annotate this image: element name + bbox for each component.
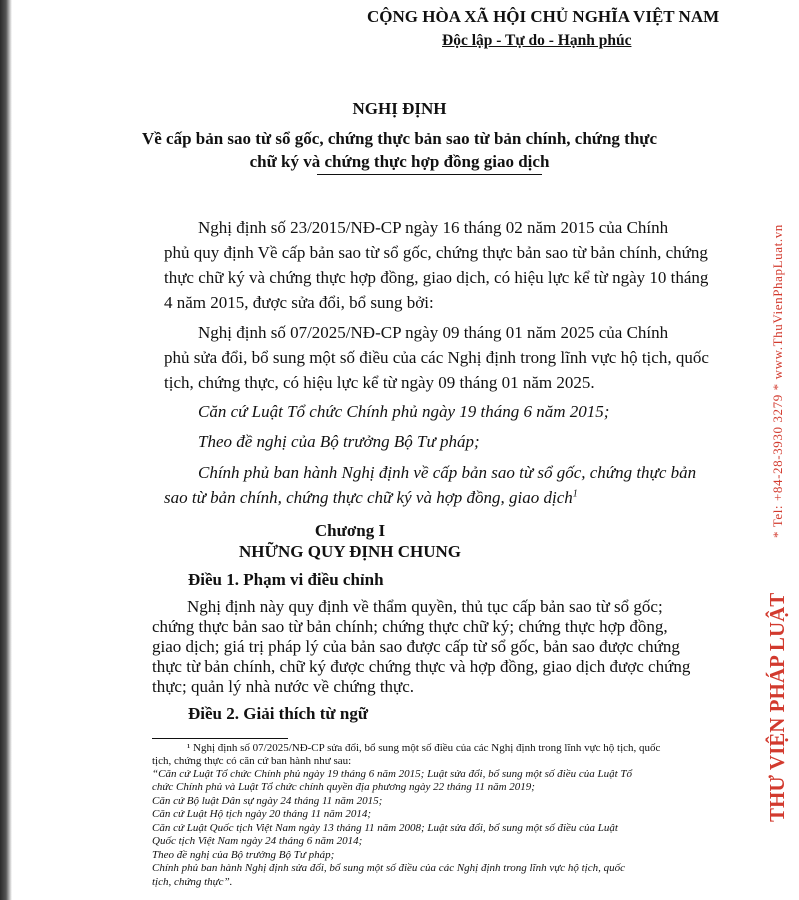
document-subject-line2: chữ ký và chứng thực hợp đồng giao dịch	[249, 152, 550, 171]
footnote-line2: tịch, chứng thực có căn cứ ban hành như sau:	[152, 755, 352, 767]
legal-basis: Căn cứ Luật Tổ chức Chính phủ ngày 19 tháng 6 năm 2015;	[198, 402, 610, 421]
article1-line5: thực; quản lý nhà nước về chứng thực.	[152, 677, 415, 696]
article1-line2: chứng thực bản sao từ bản chính; chứng thực chữ ký; chứng thực hợp đồng,	[152, 617, 668, 636]
preamble-p1-line4: 4 năm 2015, được sửa đổi, bổ sung bởi:	[164, 293, 434, 312]
footnote-line1: ¹ Nghị định số 07/2025/NĐ-CP sửa đổi, bổ sung một số điều của các Nghị định trong lĩnh vực hộ tịch, quốc	[187, 742, 661, 754]
issuance-line2-text: sao từ bản chính, chứng thực chữ ký và hợp đồng, giao dịch	[164, 488, 573, 507]
article2-heading: Điều 2. Giải thích từ ngữ	[188, 704, 369, 723]
document-type: NGHỊ ĐỊNH	[352, 99, 447, 118]
title-rule	[317, 174, 542, 175]
article1-line1: Nghị định này quy định về thẩm quyền, thủ tục cấp bản sao từ sổ gốc;	[187, 597, 663, 616]
preamble-p1-line3: thực chữ ký và chứng thực hợp đồng, giao dịch, có hiệu lực kể từ ngày 10 tháng	[164, 268, 709, 287]
chapter-number: Chương I	[314, 521, 386, 540]
preamble-p2-line2: phủ sửa đổi, bổ sung một số điều của các Nghị định trong lĩnh vực hộ tịch, quốc	[164, 348, 709, 367]
document-subject-line1: Về cấp bản sao từ sổ gốc, chứng thực bản sao từ bản chính, chứng thực	[141, 129, 658, 148]
article1-line3: giao dịch; giá trị pháp lý của bản sao được cấp từ sổ gốc, bản sao được chứng	[152, 637, 680, 656]
footnote-line6: Căn cứ Luật Hộ tịch ngày 20 tháng 11 năm 2014;	[152, 808, 372, 820]
footnote-line4: chức Chính phủ và Luật Tổ chức chính quyền địa phương ngày 22 tháng 11 năm 2019;	[152, 781, 535, 793]
republic-title: CỘNG HÒA XÃ HỘI CHỦ NGHĨA VIỆT NAM	[367, 7, 720, 26]
preamble-p1-line1: Nghị định số 23/2015/NĐ-CP ngày 16 tháng 02 năm 2015 của Chính	[198, 218, 669, 237]
chapter-title: NHỮNG QUY ĐỊNH CHUNG	[238, 542, 462, 561]
footnote-line7: Căn cứ Luật Quốc tịch Việt Nam ngày 13 tháng 11 năm 2008; Luật sửa đổi, bổ sung một số điều của Luật	[152, 822, 618, 834]
footnote-line5: Căn cứ Bộ luật Dân sự ngày 24 tháng 11 năm 2015;	[152, 795, 383, 807]
preamble-p2-line3: tịch, chứng thực, có hiệu lực kể từ ngày 09 tháng 01 năm 2025.	[164, 373, 595, 392]
window-edge-shadow	[0, 0, 12, 900]
article1-heading: Điều 1. Phạm vi điều chỉnh	[188, 570, 384, 589]
footnote-separator	[152, 738, 288, 739]
motto: Độc lập - Tự do - Hạnh phúc	[442, 32, 632, 49]
footnote-line8: Quốc tịch Việt Nam ngày 24 tháng 6 năm 2014;	[152, 835, 363, 847]
footnote-ref[interactable]: 1	[572, 488, 578, 500]
issuance-line1: Chính phủ ban hành Nghị định về cấp bản sao từ sổ gốc, chứng thực bản	[198, 463, 697, 482]
proposal-line: Theo đề nghị của Bộ trưởng Bộ Tư pháp;	[198, 432, 480, 451]
watermark-contact: * Tel: +84-28-3930 3279 * www.ThuVienPhapLuat.vn	[770, 224, 785, 538]
footnote-line3: “Căn cứ Luật Tổ chức Chính phủ ngày 19 tháng 6 năm 2015; Luật sửa đổi, bổ sung một số điều của Luật Tổ	[152, 768, 633, 780]
preamble-p2-line1: Nghị định số 07/2025/NĐ-CP ngày 09 tháng 01 năm 2025 của Chính	[198, 323, 669, 342]
watermark-brand: THƯ VIỆN PHÁP LUẬT	[765, 592, 789, 822]
footnote-line10: Chính phủ ban hành Nghị định sửa đổi, bổ sung một số điều của các Nghị định trong lĩnh vực hộ tịch, quốc	[152, 862, 625, 874]
preamble-p1-line2: phủ quy định Về cấp bản sao từ sổ gốc, chứng thực bản sao từ bản chính, chứng	[164, 243, 708, 262]
issuance-line2	[164, 488, 578, 508]
watermark	[763, 0, 793, 900]
article1-line4: thực từ bản chính, chữ ký được chứng thực và hợp đồng, giao dịch được chứng	[152, 657, 691, 676]
document-page	[12, 0, 799, 900]
footnote-line11: tịch, chứng thực”.	[152, 876, 233, 888]
footnote-line9: Theo đề nghị của Bộ trưởng Bộ Tư pháp;	[152, 849, 335, 861]
